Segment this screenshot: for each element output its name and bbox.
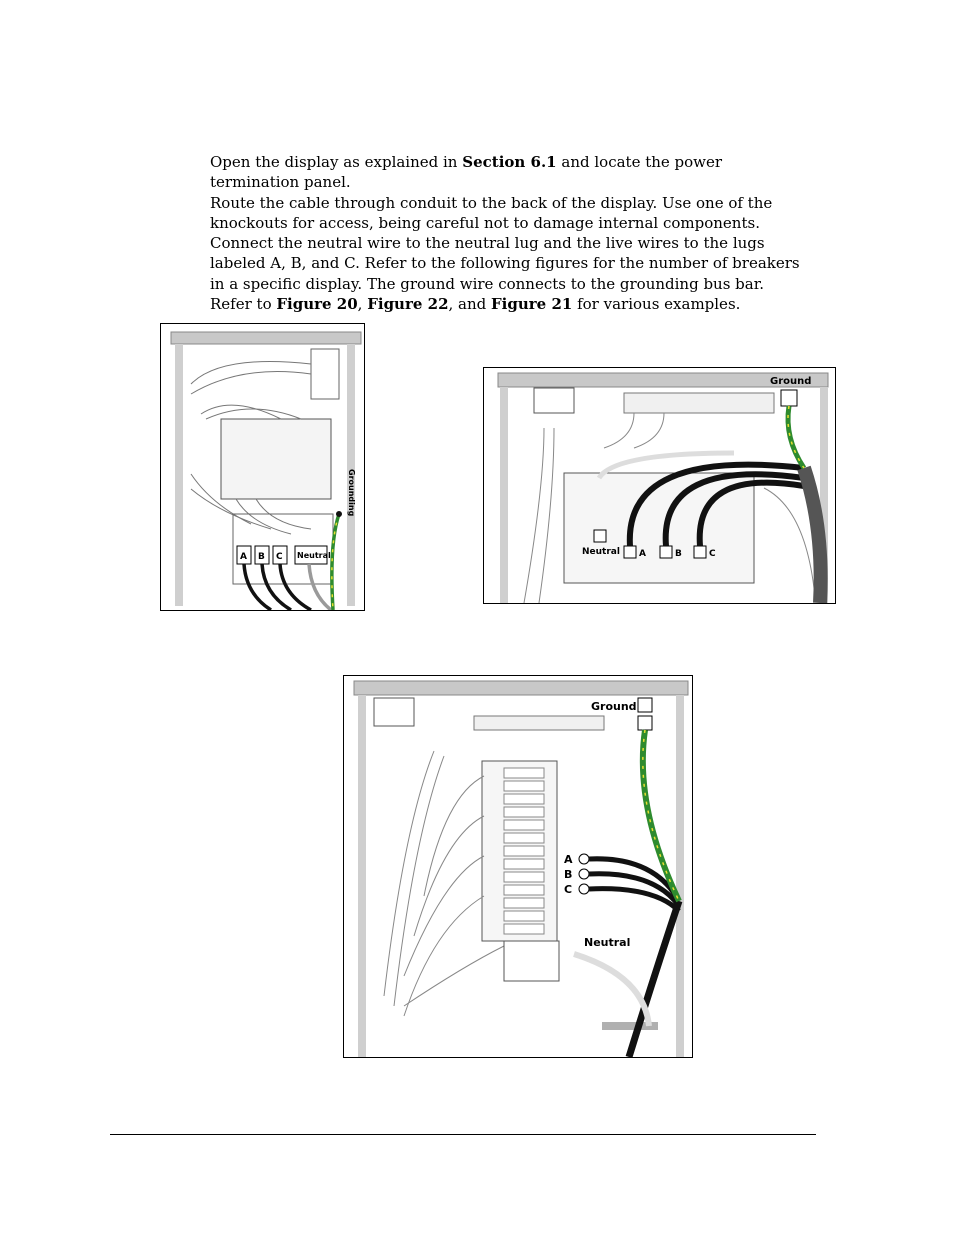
neutral-bar xyxy=(504,941,559,981)
cabinet-right-wall xyxy=(676,695,684,1057)
footer-rule xyxy=(110,1134,816,1135)
label-ground: Ground xyxy=(770,376,812,387)
terminal-strip xyxy=(474,716,604,730)
breaker xyxy=(504,781,544,791)
text-span: Open the display as explained in xyxy=(210,153,463,171)
cabinet-top xyxy=(354,681,688,695)
lug-c xyxy=(579,884,589,894)
paragraph-connect-wires: Connect the neutral wire to the neutral lug and the live wires to the lugs labeled A, B, and C. Refer to the following figures for the number of breakers in a specific display. The ground wire connects to the grounding bus bar. xyxy=(210,234,800,293)
label-c: C xyxy=(564,883,573,896)
breaker xyxy=(504,833,544,843)
label-b: B xyxy=(258,552,265,562)
ground-lug xyxy=(638,716,652,730)
breaker xyxy=(504,846,544,856)
text-span: and locate the power termination panel. xyxy=(210,153,723,192)
figure-ref: Figure 21 xyxy=(491,295,573,314)
figure-small-panel xyxy=(160,323,365,611)
instructions-text xyxy=(210,152,810,314)
breaker xyxy=(504,911,544,921)
figure-wide-panel xyxy=(483,367,836,604)
paragraph-route-cable: Route the cable through conduit to the back of the display. Use one of the knockouts for access, being careful not to damage internal components. xyxy=(210,193,773,232)
label-a: A xyxy=(240,552,247,562)
lug-b xyxy=(579,869,589,879)
breaker xyxy=(504,859,544,869)
label-c: C xyxy=(276,552,283,562)
ground-screw xyxy=(336,511,342,517)
text-span: Refer to xyxy=(210,295,277,314)
lug-a xyxy=(624,546,636,558)
breaker xyxy=(504,807,544,817)
section-ref: Section 6.1 xyxy=(462,153,557,171)
label-a: A xyxy=(564,853,573,866)
breaker xyxy=(504,794,544,804)
figure-ref: Figure 22 xyxy=(367,295,449,314)
text-span: for various examples. xyxy=(572,295,741,314)
figure-large-panel xyxy=(343,675,693,1058)
label-grounding: Grounding xyxy=(347,469,356,517)
label-ground: Ground xyxy=(591,700,637,713)
transformer xyxy=(374,698,414,726)
breaker xyxy=(504,820,544,830)
cabinet-top xyxy=(171,332,361,344)
breaker-block xyxy=(221,419,331,499)
ground-lug xyxy=(781,390,797,406)
lug-b xyxy=(660,546,672,558)
label-neutral: Neutral xyxy=(297,551,331,560)
wide-panel-drawing xyxy=(484,368,835,603)
paragraph-open-display xyxy=(210,152,810,193)
cabinet-left-wall xyxy=(358,695,366,1057)
lug-a xyxy=(579,854,589,864)
figure-ref: Figure 20 xyxy=(276,295,358,314)
label-c: C xyxy=(709,549,716,559)
breaker xyxy=(504,872,544,882)
label-b: B xyxy=(564,868,573,881)
large-panel-drawing xyxy=(344,676,692,1057)
label-a: A xyxy=(639,549,646,559)
ground-bar-icon xyxy=(638,698,652,712)
lug-c xyxy=(694,546,706,558)
text-span: , and xyxy=(448,295,492,314)
breaker xyxy=(504,885,544,895)
text-span: , xyxy=(357,295,368,314)
label-b: B xyxy=(675,549,682,559)
feed-wires xyxy=(574,730,679,1057)
label-neutral: Neutral xyxy=(584,936,631,949)
label-neutral: Neutral xyxy=(582,547,620,557)
cabinet-left-wall xyxy=(500,387,508,603)
transformer xyxy=(534,388,574,413)
terminal-strip xyxy=(624,393,774,413)
transformer xyxy=(311,349,339,399)
cabinet-left-wall xyxy=(175,344,183,606)
breaker xyxy=(504,898,544,908)
breaker xyxy=(504,768,544,778)
breaker xyxy=(504,924,544,934)
small-panel-drawing xyxy=(161,324,364,610)
neutral-lug xyxy=(594,530,606,542)
paragraph-refer-figures xyxy=(210,294,810,314)
